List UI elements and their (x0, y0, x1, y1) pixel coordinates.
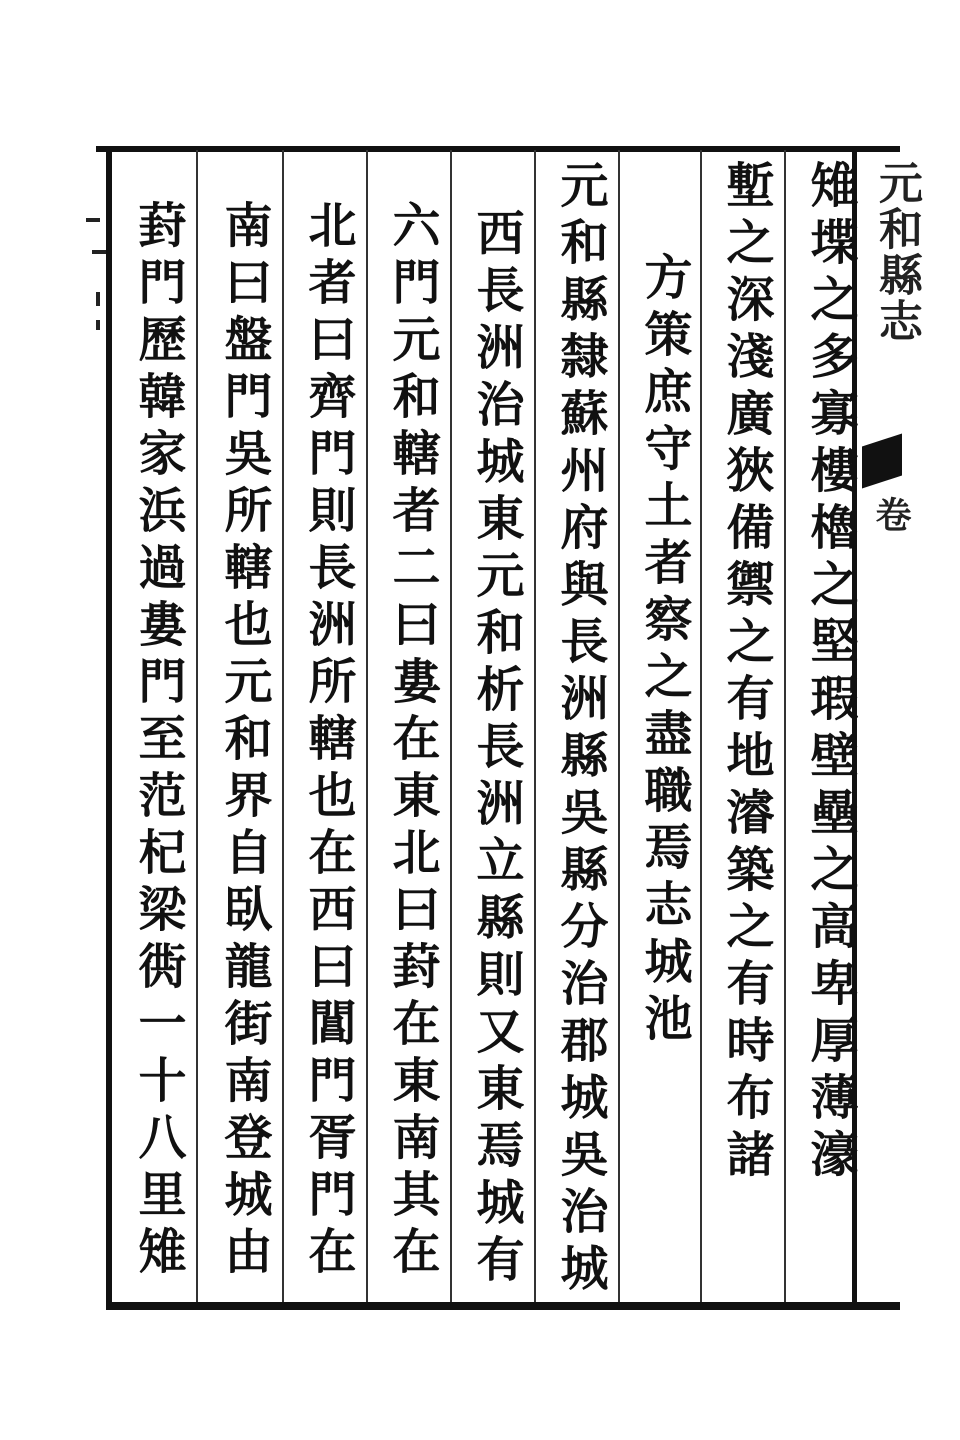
book-title: 元和縣志 (871, 160, 922, 344)
text-column-8: 南曰盤門吳所轄也元和界自臥龍街南登城由 (216, 200, 272, 1283)
text-column-4: 元和縣隸蘇州府與長洲縣吳縣分治郡城吳治城 (552, 160, 608, 1300)
text-column-6: 六門元和轄者二曰婁在東北曰葑在東南其在 (384, 200, 440, 1283)
margin-tick (96, 292, 100, 306)
frame-bottom-rule (108, 1302, 900, 1310)
juan-label: 卷 (870, 496, 912, 532)
text-column-7: 北者曰齊門則長洲所轄也在西曰閶門胥門在 (300, 200, 356, 1283)
frame-left-rule (106, 146, 112, 1310)
margin-tick (92, 250, 106, 254)
text-column-2: 塹之深淺廣狹備禦之有地濬築之有時布諸 (718, 160, 774, 1186)
text-column-1: 雉堞之多寡樓櫓之堅瑕壁壘之高卑厚薄濠 (802, 160, 858, 1186)
text-column-3: 方策庶守土者察之盡職焉志城池 (636, 252, 692, 1050)
margin-tick (96, 320, 100, 330)
text-column-5: 西長洲治城東元和析長洲立縣則又東焉城有 (468, 208, 524, 1291)
margin-tick (86, 218, 100, 222)
frame-top-rule (96, 146, 900, 152)
text-column-9: 葑門歷韓家浜過婁門至范杞梁衖一十八里雉 (130, 200, 186, 1283)
